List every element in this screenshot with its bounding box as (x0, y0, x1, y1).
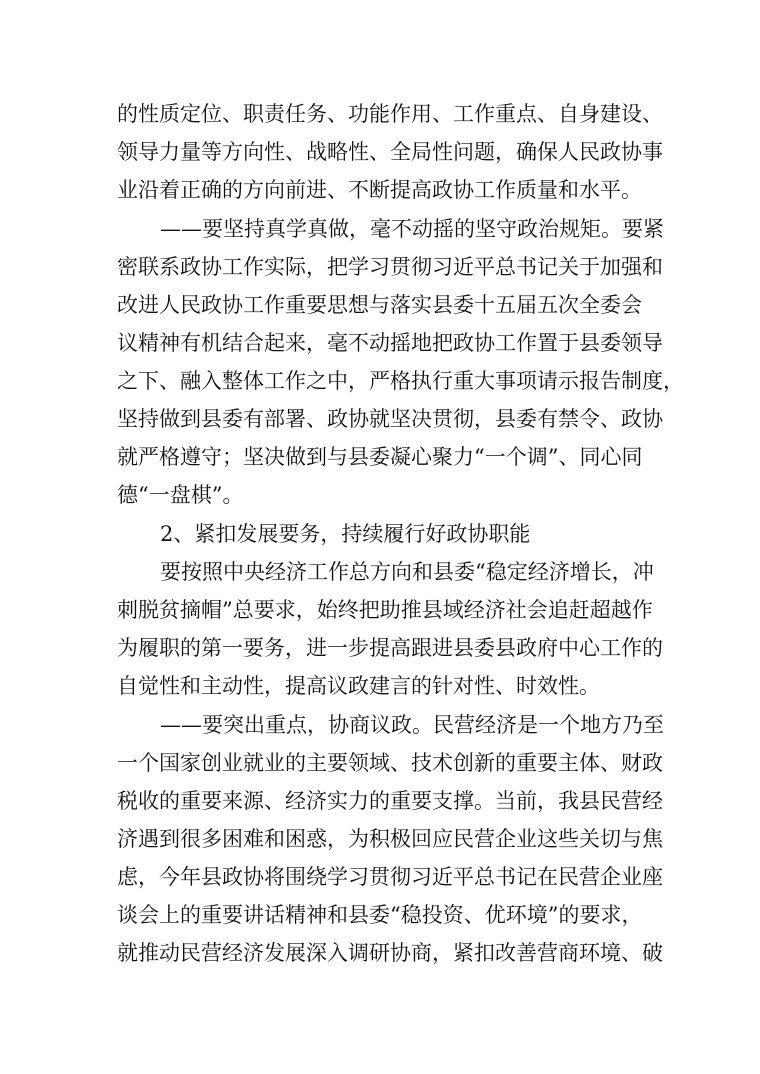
text-line: 之下、融入整体工作之中，严格执行重大事项请示报告制度， (117, 369, 684, 393)
text-line: 济遇到很多困难和困惑，为积极回应民营企业这些关切与焦 (117, 827, 663, 851)
text-line: 德“一盘棋”。 (117, 483, 244, 507)
text-line: 一个国家创业就业的主要领域、技术创新的重要主体、财政 (117, 751, 663, 775)
text-line: 要按照中央经济工作总方向和县委“稳定经济增长，冲 (160, 560, 654, 584)
text-line: 谈会上的重要讲话精神和县委“稳投资、优环境”的要求， (117, 903, 643, 927)
text-line: 领导力量等方向性、战略性、全局性问题，确保人民政协事 (117, 140, 663, 164)
text-line: 改进人民政协工作重要思想与落实县委十五届五次全委会 (117, 293, 642, 317)
text-line: 虑，今年县政协将围绕学习贯彻习近平总书记在民营企业座 (117, 865, 663, 889)
text-line: 刺脱贫摘帽”总要求，始终把助推县域经济社会追赶超越作 (117, 598, 653, 622)
text-line: 就严格遵守；坚决做到与县委凝心聚力“一个调”、同心同 (117, 445, 643, 469)
text-line: 坚持做到县委有部署、政协就坚决贯彻，县委有禁令、政协 (117, 407, 663, 431)
text-line: ——要突出重点，协商议政。民营经济是一个地方乃至 (160, 713, 664, 737)
text-line: 的性质定位、职责任务、功能作用、工作重点、自身建设、 (117, 102, 663, 126)
text-line: 就推动民营经济发展深入调研协商，紧扣改善营商环境、破 (117, 941, 663, 965)
text-line: 密联系政协工作实际，把学习贯彻习近平总书记关于加强和 (117, 255, 663, 279)
text-line: ——要坚持真学真做，毫不动摇的坚守政治规矩。要紧 (160, 217, 664, 241)
text-line: 自觉性和主动性，提高议政建言的针对性、时效性。 (117, 674, 600, 698)
text-line: 业沿着正确的方向前进、不断提高政协工作质量和水平。 (117, 178, 642, 202)
text-line: 议精神有机结合起来，毫不动摇地把政协工作置于县委领导 (117, 331, 663, 355)
text-line: 税收的重要来源、经济实力的重要支撑。当前，我县民营经 (117, 789, 663, 813)
text-line: 为履职的第一要务，进一步提高跟进县委县政府中心工作的 (117, 636, 663, 660)
section-heading: 2、紧扣发展要务，持续履行好政协职能 (160, 522, 531, 546)
